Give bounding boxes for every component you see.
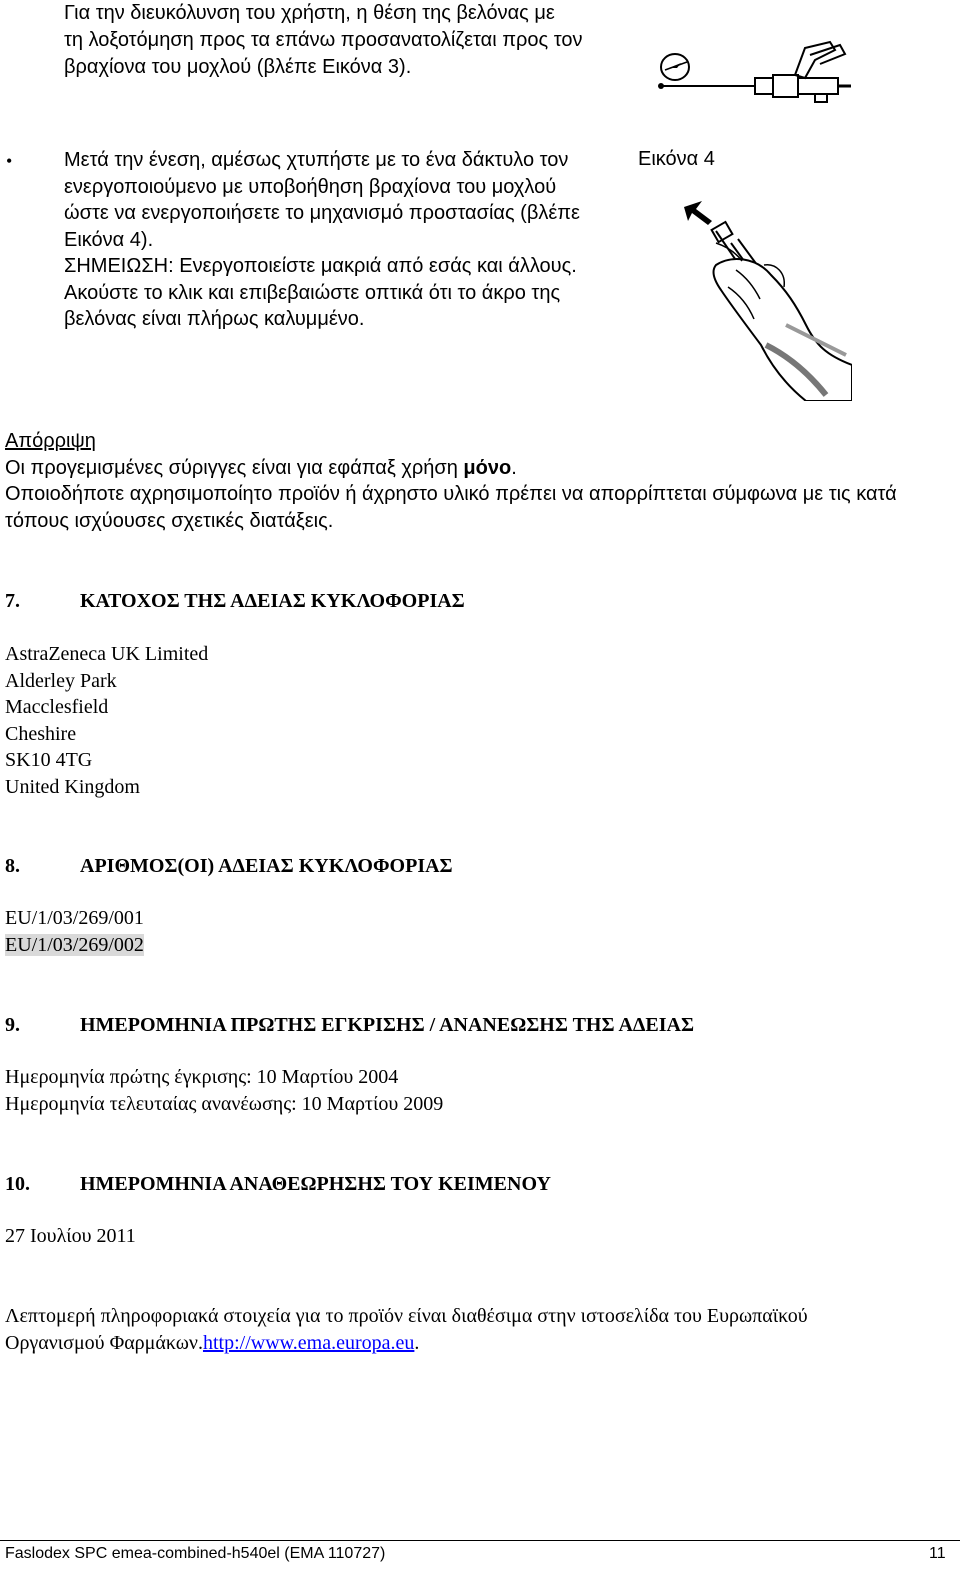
address-line: United Kingdom (5, 775, 140, 798)
address-line: Alderley Park (5, 669, 117, 692)
address-line: Cheshire (5, 722, 77, 745)
footer-page-number: 11 (929, 1545, 946, 1562)
last-renewal-date: Ημερομηνία τελευταίας ανανέωσης: 10 Μαρτίου 2009 (5, 1092, 444, 1115)
section-number: 9. (5, 1014, 20, 1036)
section-10-heading (5, 1171, 551, 1198)
address-line: SK10 4TG (5, 749, 93, 771)
section-number: 8. (5, 855, 20, 877)
authorisation-number: EU/1/03/269/001 (5, 907, 144, 929)
approval-dates (5, 1064, 443, 1117)
info-punct: . (414, 1331, 420, 1354)
disposal-line-3: τόπους ισχύουσες σχετικές διατάξεις. (5, 509, 334, 532)
footer-document-id: Faslodex SPC emea-combined-h540el (EMA 110727) (5, 1545, 386, 1562)
disposal-emphasis: μόνο (463, 456, 512, 479)
section-9-heading (5, 1012, 694, 1039)
bullet-line: Ακούστε το κλικ και επιβεβαιώστε οπτικά ότι το άκρο της (64, 281, 561, 304)
figure-3-syringe-illustration (655, 40, 855, 105)
section-title: ΗΜΕΡΟΜΗΝΙΑ ΑΝΑΘΕΩΡΗΣΗΣ ΤΟΥ ΚΕΙΜΕΝΟΥ (80, 1173, 551, 1195)
section-title: ΗΜΕΡΟΜΗΝΙΑ ΠΡΩΤΗΣ ΕΓΚΡΙΣΗΣ / ΑΝΑΝΕΩΣΗΣ ΤΗΣ ΑΔΕΙΑΣ (80, 1014, 695, 1036)
info-line-2 (5, 1330, 808, 1357)
bullet-line: ενεργοποιούμενο με υποβοήθηση βραχίονα του μοχλού (64, 175, 557, 198)
bullet-line: βελόνας είναι πλήρως καλυμμένο. (64, 308, 365, 330)
bullet-line: ώστε να ενεργοποιήσετε το μηχανισμό προστασίας (βλέπε (64, 202, 580, 224)
holder-address (5, 641, 208, 800)
intro-paragraph (64, 0, 582, 81)
bullet-line: ΣΗΜΕΙΩΣΗ: Ενεργοποιείστε μακριά από εσάς και άλλους. (64, 255, 577, 277)
info-text: Οργανισμού Φαρμάκων. (5, 1331, 203, 1354)
info-line-1: Λεπτομερή πληροφοριακά στοιχεία για το προϊόν είναι διαθέσιμα στην ιστοσελίδα του Ευρωπαϊκού (5, 1305, 808, 1327)
disposal-punct: . (511, 456, 517, 479)
bullet-icon: • (6, 151, 13, 171)
disposal-title: Απόρριψη (5, 430, 96, 452)
section-title: ΑΡΙΘΜΟΣ(ΟΙ) ΑΔΕΙΑΣ ΚΥΚΛΟΦΟΡΙΑΣ (80, 855, 453, 877)
section-number: 7. (5, 590, 20, 612)
intro-line: τη λοξοτόμηση προς τα επάνω προσανατολίζεται προς τον (64, 29, 583, 51)
disposal-section (5, 428, 897, 534)
section-8-heading (5, 853, 453, 880)
address-line: Macclesfield (5, 696, 109, 718)
intro-line: Για την διευκόλυνση του χρήστη, η θέση της βελόνας με (64, 2, 555, 24)
disposal-line-2: Οποιοδήποτε αχρησιμοποίητο προϊόν ή άχρηστο υλικό πρέπει να απορρίπτεται σύμφωνα με τις κατά (5, 483, 897, 505)
section-number: 10. (5, 1173, 30, 1195)
authorisation-number-highlighted: EU/1/03/269/002 (5, 933, 144, 956)
revision-date: 27 Ιουλίου 2011 (5, 1225, 136, 1247)
figure-4-label: Εικόνα 4 (638, 148, 715, 170)
disposal-line-1 (5, 455, 897, 482)
disposal-text: Οι προγεμισμένες σύριγγες είναι για εφάπαξ χρήση (5, 456, 464, 479)
first-approval-date: Ημερομηνία πρώτης έγκρισης: 10 Μαρτίου 2004 (5, 1066, 399, 1088)
footer-divider (0, 1540, 960, 1541)
address-line: AstraZeneca UK Limited (5, 643, 209, 665)
bullet-line: Μετά την ένεση, αμέσως χτυπήστε με το ένα δάκτυλο τον (64, 149, 569, 171)
bullet-line: Εικόνα 4). (64, 228, 154, 251)
section-7-heading (5, 588, 465, 615)
intro-line: βραχίονα του μοχλού (βλέπε Εικόνα 3). (64, 56, 412, 78)
ema-website-link[interactable]: http://www.ema.europa.eu (202, 1331, 415, 1354)
info-paragraph (5, 1303, 808, 1356)
authorisation-numbers (5, 905, 144, 958)
figure-4-hand-activation-illustration (676, 195, 852, 401)
section-title: ΚΑΤΟΧΟΣ ΤΗΣ ΑΔΕΙΑΣ ΚΥΚΛΟΦΟΡΙΑΣ (80, 590, 465, 612)
bullet-paragraph (64, 147, 580, 333)
